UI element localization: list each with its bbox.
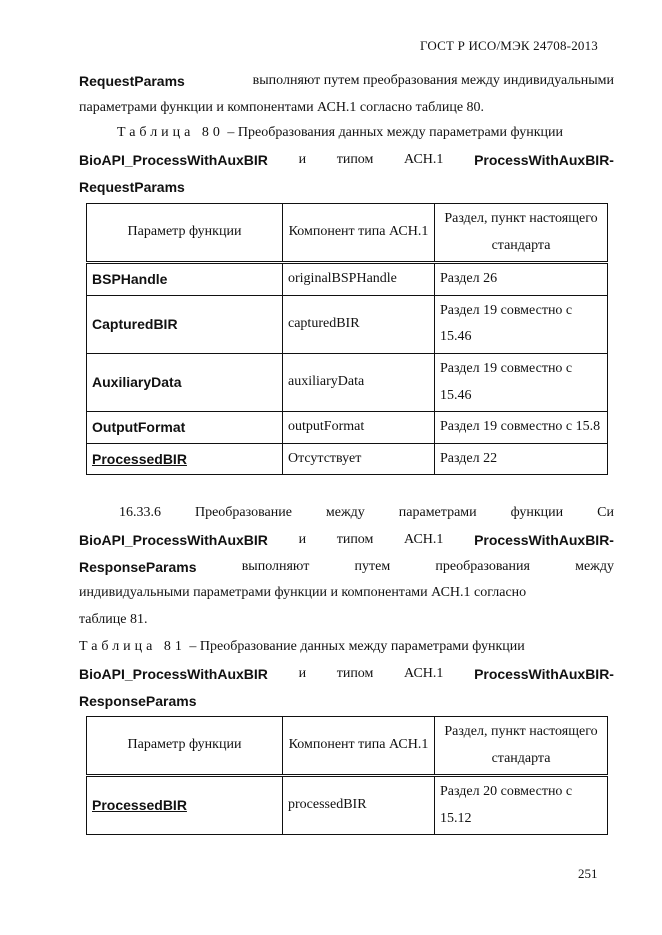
section-function-name: BioAPI_ProcessWithAuxBIR [79, 531, 268, 548]
page-number: 251 [578, 866, 598, 881]
table-80 [86, 203, 608, 475]
param-cell: BSPHandle [87, 263, 283, 296]
table-row [87, 353, 608, 411]
ref-cell: Раздел 20 совместно с 15.12 [435, 776, 608, 835]
comp-cell: auxiliaryData [283, 353, 435, 411]
param-cell: AuxiliaryData [87, 353, 283, 411]
table80-type-word: типом [336, 151, 374, 167]
section-16-33-6-paragraph [79, 500, 614, 634]
ref-cell: Раздел 19 совместно с 15.46 [435, 295, 608, 353]
section-and: и [298, 531, 307, 547]
table80-type-name: ProcessWithAuxBIR- [474, 151, 614, 168]
param-cell: ProcessedBIR [87, 776, 283, 835]
comp-cell: capturedBIR [283, 295, 435, 353]
intro-text-line1: выполняют путем преобразования между индивидуальными [252, 73, 614, 88]
section-word: Преобразование [194, 505, 292, 520]
section-word: между [575, 558, 614, 574]
ref-cell: Раздел 22 [435, 443, 608, 475]
table-81 [86, 716, 608, 835]
comp-cell: outputFormat [283, 412, 435, 444]
section-word: между [325, 505, 365, 520]
section-line: индивидуальными параметрами функции и компонентами АСН.1 согласно [79, 585, 527, 601]
section-type-name-cont: ResponseParams [79, 558, 197, 575]
table-row [87, 412, 608, 444]
section-number: 16.33.6 [119, 505, 161, 520]
section-word: преобразования [435, 558, 530, 574]
section-word: функции [510, 505, 564, 520]
table80-caption [79, 120, 614, 200]
ref-cell: Раздел 19 совместно с 15.8 [435, 412, 608, 444]
section-word: Си [597, 505, 614, 520]
table80-caption-lead: Таблица 80 [117, 125, 224, 140]
table80-and: и [298, 151, 307, 167]
table-row [87, 295, 608, 353]
table-row [87, 776, 608, 835]
param-cell: ProcessedBIR [87, 443, 283, 475]
table81-and: и [298, 665, 307, 681]
col-comp-header: Компонент типа АСН.1 [283, 717, 435, 776]
col-comp-header: Компонент типа АСН.1 [283, 204, 435, 263]
section-line: таблице 81. [79, 612, 148, 628]
table81-caption-rest: – Преобразование данных между параметрами функции [189, 639, 525, 654]
table81-type-word: типом [336, 665, 374, 681]
table-row [87, 263, 608, 296]
table81-asn: АСН.1 [404, 665, 444, 681]
table80-function-name: BioAPI_ProcessWithAuxBIR [79, 151, 268, 168]
comp-cell: processedBIR [283, 776, 435, 835]
ref-cell: Раздел 26 [435, 263, 608, 296]
table-header-row [87, 717, 608, 776]
table-row [87, 443, 608, 475]
comp-cell: Отсутствует [283, 443, 435, 475]
table81-caption [79, 634, 614, 714]
ref-cell: Раздел 19 совместно с 15.46 [435, 353, 608, 411]
intro-paragraph [79, 68, 614, 122]
col-param-header: Параметр функции [87, 204, 283, 263]
section-asn: АСН.1 [404, 531, 444, 547]
col-param-header: Параметр функции [87, 717, 283, 776]
request-params-term: RequestParams [79, 73, 185, 89]
col-ref-header: Раздел, пункт настоящего стандарта [435, 204, 608, 263]
table80-asn: АСН.1 [404, 151, 444, 167]
section-type-word: типом [336, 531, 374, 547]
section-word: выполняют [241, 558, 310, 574]
table81-type-name-cont: ResponseParams [79, 692, 197, 709]
table81-type-name: ProcessWithAuxBIR- [474, 665, 614, 682]
comp-cell: originalBSPHandle [283, 263, 435, 296]
section-word: параметрами [398, 505, 477, 520]
intro-text-line2: параметрами функции и компонентами АСН.1 согласно таблице 80. [79, 99, 485, 115]
table80-type-name-cont: RequestParams [79, 178, 185, 195]
col-ref-header: Раздел, пункт настоящего стандарта [435, 717, 608, 776]
table80-caption-rest: – Преобразования данных между параметрами функции [227, 125, 564, 140]
section-word: путем [354, 558, 391, 574]
table81-caption-lead: Таблица 81 [79, 639, 186, 654]
section-type-name: ProcessWithAuxBIR- [474, 531, 614, 548]
param-cell: CapturedBIR [87, 295, 283, 353]
table81-function-name: BioAPI_ProcessWithAuxBIR [79, 665, 268, 682]
table-header-row [87, 204, 608, 263]
running-header: ГОСТ Р ИСО/МЭК 24708-2013 [419, 38, 598, 53]
param-cell: OutputFormat [87, 412, 283, 444]
